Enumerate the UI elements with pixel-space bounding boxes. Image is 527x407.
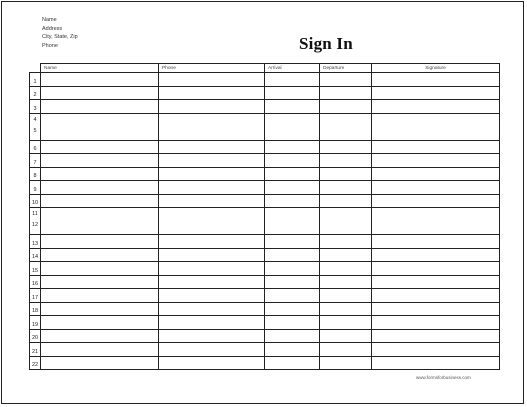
phone-cell[interactable]: [159, 275, 265, 289]
phone-cell[interactable]: [159, 343, 265, 357]
row-number: [30, 167, 41, 181]
phone-cell[interactable]: [159, 113, 265, 140]
phone-cell[interactable]: [159, 86, 265, 100]
row-number-label: 6: [33, 146, 37, 152]
departure-cell[interactable]: [320, 343, 372, 357]
arrival-cell[interactable]: [265, 113, 320, 140]
row-number-label: 5: [33, 127, 37, 134]
name-cell[interactable]: [41, 248, 159, 262]
row-number-label: 2: [33, 92, 37, 98]
departure-cell[interactable]: [320, 248, 372, 262]
row-number-label: 8: [33, 173, 37, 179]
table-row: [30, 140, 500, 154]
phone-cell[interactable]: [159, 181, 265, 195]
arrival-cell[interactable]: [265, 194, 320, 208]
row-number-label: 21: [31, 348, 39, 355]
table-row: [30, 208, 500, 235]
row-number: [30, 302, 41, 316]
name-cell[interactable]: [41, 343, 159, 357]
contact-header: [42, 16, 78, 50]
row-number: [30, 248, 41, 262]
arrival-cell[interactable]: [265, 316, 320, 330]
signature-cell[interactable]: [372, 167, 500, 181]
signature-cell[interactable]: [372, 194, 500, 208]
departure-cell[interactable]: [320, 356, 372, 370]
table-row: [30, 289, 500, 303]
row-number-header: [30, 64, 41, 73]
arrival-cell[interactable]: [265, 154, 320, 168]
departure-cell[interactable]: [320, 140, 372, 154]
departure-cell[interactable]: [320, 194, 372, 208]
sign-in-sheet: [1, 1, 524, 404]
column-header-name: Name: [41, 64, 159, 73]
departure-cell[interactable]: [320, 113, 372, 140]
row-number-label: 1: [33, 78, 37, 85]
name-cell[interactable]: [41, 235, 159, 249]
row-number: [30, 140, 41, 154]
signature-cell[interactable]: [372, 289, 500, 303]
signature-cell[interactable]: [372, 86, 500, 100]
row-number: [30, 329, 41, 343]
signature-cell[interactable]: [372, 154, 500, 168]
column-header-departure: Departure: [320, 64, 372, 73]
header-line-city: City, State, Zip: [42, 34, 78, 41]
arrival-cell[interactable]: [265, 289, 320, 303]
arrival-cell[interactable]: [265, 100, 320, 114]
table-row: [30, 181, 500, 195]
signature-cell[interactable]: [372, 275, 500, 289]
signature-cell[interactable]: [372, 73, 500, 87]
table-row: [30, 275, 500, 289]
arrival-cell[interactable]: [265, 86, 320, 100]
row-number-label: 22: [31, 362, 39, 368]
row-number-label: 16: [31, 281, 39, 287]
signature-cell[interactable]: [372, 248, 500, 262]
row-number-label: 17: [31, 294, 39, 301]
row-number: [30, 262, 41, 276]
row-number: [30, 113, 41, 140]
signature-cell[interactable]: [372, 302, 500, 316]
departure-cell[interactable]: [320, 154, 372, 168]
row-number: [30, 275, 41, 289]
arrival-cell[interactable]: [265, 181, 320, 195]
column-header-signature: Signature: [372, 64, 500, 73]
departure-cell[interactable]: [320, 329, 372, 343]
table-row: [30, 356, 500, 370]
phone-cell[interactable]: [159, 235, 265, 249]
name-cell[interactable]: [41, 275, 159, 289]
arrival-cell[interactable]: [265, 140, 320, 154]
footer-credit: www.formsforbusiness.com: [416, 375, 471, 380]
row-number: [30, 100, 41, 114]
table-row: [30, 154, 500, 168]
table-row: [30, 167, 500, 181]
table-row: [30, 302, 500, 316]
departure-cell[interactable]: [320, 262, 372, 276]
phone-cell[interactable]: [159, 100, 265, 114]
departure-cell[interactable]: [320, 167, 372, 181]
signature-cell[interactable]: [372, 262, 500, 276]
table-row: [30, 194, 500, 208]
row-number-label: 3: [33, 105, 37, 112]
signature-cell[interactable]: [372, 181, 500, 195]
row-number-label: 4: [33, 116, 37, 123]
header-line-address: Address: [42, 25, 63, 32]
table-row: [30, 316, 500, 330]
departure-cell[interactable]: [320, 73, 372, 87]
arrival-cell[interactable]: [265, 73, 320, 87]
departure-cell[interactable]: [320, 316, 372, 330]
table-row: [30, 329, 500, 343]
departure-cell[interactable]: [320, 302, 372, 316]
phone-cell[interactable]: [159, 248, 265, 262]
signature-cell[interactable]: [372, 208, 500, 235]
column-header-arrival: Arrival: [265, 64, 320, 73]
departure-cell[interactable]: [320, 181, 372, 195]
signature-cell[interactable]: [372, 113, 500, 140]
table-row: [30, 100, 500, 114]
row-number: [30, 194, 41, 208]
phone-cell[interactable]: [159, 140, 265, 154]
name-cell[interactable]: [41, 167, 159, 181]
row-number-label: 18: [31, 308, 39, 314]
signature-cell[interactable]: [372, 140, 500, 154]
row-number: [30, 154, 41, 168]
sign-in-table: [29, 63, 500, 370]
row-number: [30, 181, 41, 195]
phone-cell[interactable]: [159, 329, 265, 343]
row-number-label: 20: [31, 335, 39, 341]
table-row: [30, 343, 500, 357]
name-cell[interactable]: [41, 181, 159, 195]
header-line-name: Name: [42, 17, 57, 23]
table-row: [30, 113, 500, 140]
table-row: [30, 235, 500, 249]
row-number: [30, 316, 41, 330]
phone-cell[interactable]: [159, 289, 265, 303]
name-cell[interactable]: [41, 208, 159, 235]
arrival-cell[interactable]: [265, 302, 320, 316]
phone-cell[interactable]: [159, 302, 265, 316]
row-number-label: 10: [31, 200, 39, 206]
arrival-cell[interactable]: [265, 343, 320, 357]
name-cell[interactable]: [41, 86, 159, 100]
signature-cell[interactable]: [372, 100, 500, 114]
row-number: [30, 289, 41, 303]
name-cell[interactable]: [41, 140, 159, 154]
column-header-phone: Phone: [159, 64, 265, 73]
row-number: [30, 208, 41, 235]
signature-cell[interactable]: [372, 235, 500, 249]
row-number-label: 9: [33, 186, 37, 193]
row-number: [30, 343, 41, 357]
departure-cell[interactable]: [320, 275, 372, 289]
phone-cell[interactable]: [159, 316, 265, 330]
name-cell[interactable]: [41, 154, 159, 168]
row-number: [30, 73, 41, 87]
page-title: Sign In: [299, 34, 353, 53]
row-number-label: 12: [31, 222, 39, 228]
arrival-cell[interactable]: [265, 275, 320, 289]
signature-cell[interactable]: [372, 343, 500, 357]
phone-cell[interactable]: [159, 356, 265, 370]
table-body: [30, 73, 500, 370]
phone-cell[interactable]: [159, 208, 265, 235]
header-line-phone: Phone: [42, 42, 58, 49]
departure-cell[interactable]: [320, 208, 372, 235]
name-cell[interactable]: [41, 100, 159, 114]
row-number-label: 7: [33, 159, 37, 166]
arrival-cell[interactable]: [265, 356, 320, 370]
arrival-cell[interactable]: [265, 248, 320, 262]
table-header-row: [30, 64, 500, 73]
name-cell[interactable]: [41, 262, 159, 276]
departure-cell[interactable]: [320, 289, 372, 303]
row-number: [30, 235, 41, 249]
signature-cell[interactable]: [372, 356, 500, 370]
row-number-label: 11: [32, 211, 38, 217]
departure-cell[interactable]: [320, 100, 372, 114]
name-cell[interactable]: [41, 194, 159, 208]
name-cell[interactable]: [41, 356, 159, 370]
arrival-cell[interactable]: [265, 208, 320, 235]
arrival-cell[interactable]: [265, 262, 320, 276]
name-cell[interactable]: [41, 302, 159, 316]
phone-cell[interactable]: [159, 73, 265, 87]
signature-cell[interactable]: [372, 316, 500, 330]
table-row: [30, 248, 500, 262]
signature-cell[interactable]: [372, 329, 500, 343]
phone-cell[interactable]: [159, 167, 265, 181]
departure-cell[interactable]: [320, 86, 372, 100]
row-number: [30, 86, 41, 100]
row-number-label: 15: [31, 267, 39, 274]
phone-cell[interactable]: [159, 262, 265, 276]
arrival-cell[interactable]: [265, 235, 320, 249]
row-number-label: 13: [31, 240, 39, 247]
phone-cell[interactable]: [159, 194, 265, 208]
row-number: [30, 356, 41, 370]
phone-cell[interactable]: [159, 154, 265, 168]
table-row: [30, 86, 500, 100]
name-cell[interactable]: [41, 316, 159, 330]
table-row: [30, 73, 500, 87]
row-number-label: 14: [31, 254, 39, 260]
name-cell[interactable]: [41, 329, 159, 343]
arrival-cell[interactable]: [265, 167, 320, 181]
name-cell[interactable]: [41, 289, 159, 303]
row-number-label: 19: [31, 321, 39, 328]
name-cell[interactable]: [41, 113, 159, 140]
arrival-cell[interactable]: [265, 329, 320, 343]
table-row: [30, 262, 500, 276]
departure-cell[interactable]: [320, 235, 372, 249]
name-cell[interactable]: [41, 73, 159, 87]
